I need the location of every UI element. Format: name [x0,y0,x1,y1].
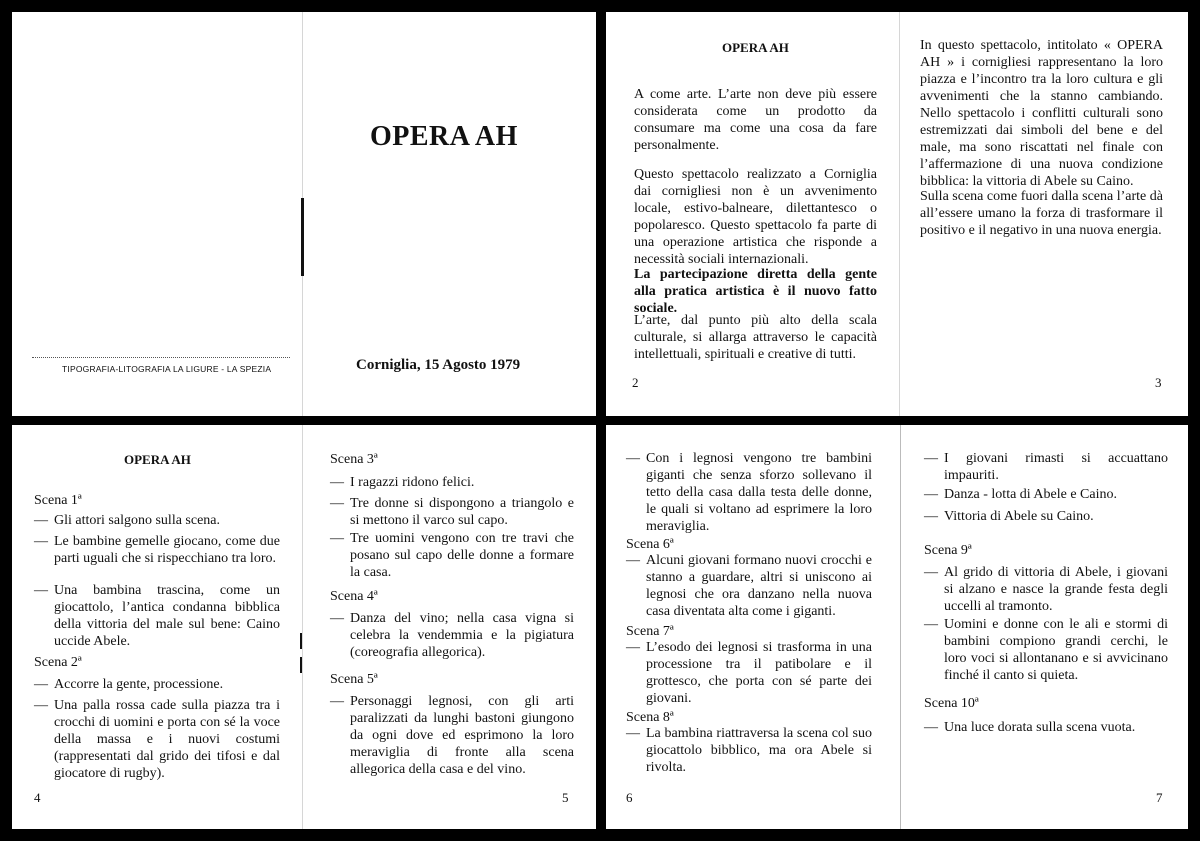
scene-item: — Gli attori salgono sulla scena. [34,513,221,528]
scene-item: — Danza - lotta di Abele e Caino. [924,487,1117,502]
dash: — [924,565,938,580]
scene-heading-6: Scena 6ª [626,537,674,552]
scene-item: — Tre donne si dispongono a triangolo e si mettono il varco sul capo. [330,496,574,528]
dash: — [330,531,344,546]
scene-item: — I ragazzi ridono felici. [330,475,475,490]
cover-title: OPERA AH [370,121,518,152]
page-number-5: 5 [562,790,569,805]
scene-item: — Alcuni giovani formano nuovi crocchi e stanno a guardare, altri si uniscono ai legnosi che ora danzano nella nuova casa diventata alta come i giganti. [626,553,872,619]
page-header: OPERA AH [124,452,191,467]
dash: — [34,698,48,713]
scene-item: — Danza del vino; nella casa vigna si celebra la vendemmia e la pigiatura (coreografia allegorica). [330,611,574,660]
fold-line [900,425,901,829]
fold-line [899,12,900,416]
scene-heading-2: Scena 2ª [34,655,82,670]
scene-item: — Personaggi legnosi, con gli arti paralizzati da lunghi bastoni giungono da ogni dove ed esprimono la loro meraviglia di fronte alla scena allegorica della casa e del vino. [330,694,574,777]
dash: — [924,509,938,524]
cover-date: Corniglia, 15 Agosto 1979 [356,357,521,373]
scene-heading-10: Scena 10ª [924,696,979,711]
dash: — [924,451,938,466]
booklet-sheet-pages-4-5 [12,425,596,829]
printer-imprint: TIPOGRAFIA-LITOGRAFIA LA LIGURE - LA SPEZIA [62,364,272,374]
paragraph-art: A come arte. L’arte non deve più essere considerata come un prodotto da consumare ma come una cosa da fare personalmente. [634,87,877,153]
page-number-2: 2 [632,375,639,390]
dash: — [924,487,938,502]
paragraph-culture: L’arte, dal punto più alto della scala culturale, si allarga attraverso le capacità intellettuali, spirituali e creative di tutti. [634,313,877,362]
fold-line [302,425,303,829]
page-number-7: 7 [1156,790,1163,805]
booklet-sheet-pages-6-7 [606,425,1188,829]
scene-item: — Una luce dorata sulla scena vuota. [924,720,1136,735]
scene-heading-5: Scena 5ª [330,672,378,687]
scene-item: — Uomini e donne con le ali e stormi di bambini compiono grandi cerchi, le loro voci si allontanano e si avvicinano finché il canto si quieta. [924,617,1168,683]
scene-heading-4: Scena 4ª [330,589,378,604]
dash: — [330,496,344,511]
scene-heading-8: Scena 8ª [626,710,674,725]
booklet-sheet-cover [12,12,596,416]
scene-item: — Al grido di vittoria di Abele, i giovani si alzano e nasce la grande festa degli uccelli al tramonto. [924,565,1168,614]
scene-heading-7: Scena 7ª [626,624,674,639]
printer-rule [32,357,290,358]
dash: — [34,513,48,528]
dash: — [626,726,640,741]
paragraph-participation: La partecipazione diretta della gente alla pratica artistica è il nuovo fatto sociale. [634,267,877,316]
paragraph-energy: Sulla scena come fuori dalla scena l’arte dà all’essere umano la forza di trasformare il positivo e il negativo in una nuova energia. [920,189,1163,238]
booklet-sheet-pages-2-3 [606,12,1188,416]
scene-item: — Tre uomini vengono con tre travi che posano sul capo delle donne a formare la casa. [330,531,574,580]
scene-item: — Le bambine gemelle giocano, come due parti uguali che si rispecchiano tra loro. [34,534,280,566]
paragraph-corniglia: Questo spettacolo realizzato a Corniglia dai cornigliesi non è un avvenimento locale, estivo-balneare, dilettantesco o popolaresco. Questo spettacolo fa parte di una operazione artistica che risponde a necessità sociali internazionali. [634,167,877,267]
scene-item: — Vittoria di Abele su Caino. [924,509,1094,524]
page-header: OPERA AH [722,40,789,55]
scene-item: — Una bambina trascina, come un giocattolo, l’antica condanna bibblica della vittoria del male sul bene: Caino uccide Abele. [34,583,280,649]
page-number-6: 6 [626,790,633,805]
scene-item: — Accorre la gente, processione. [34,677,224,692]
dash: — [34,583,48,598]
page-number-4: 4 [34,790,41,805]
scene-heading-1: Scena 1ª [34,493,82,508]
dash: — [924,720,938,735]
dash: — [330,694,344,709]
scene-item: — Con i legnosi vengono tre bambini giganti che senza sforzo sollevano il tetto della casa dalla testa delle donne, le quali si voltano ad esprimere la loro meraviglia. [626,451,872,534]
dash: — [626,640,640,655]
staple-mark [300,633,302,649]
dash: — [924,617,938,632]
scene-item: — L’esodo dei legnosi si trasforma in una processione tra il patibolare e il grottesco, che porta con sé parte dei giovani. [626,640,872,706]
page-number-3: 3 [1155,375,1162,390]
dash: — [34,534,48,549]
scene-item: — La bambina riattraversa la scena col suo giocattolo bibblico, ma ora Abele si rivolta. [626,726,872,775]
staple-mark [300,657,302,673]
scene-item: — Una palla rossa cade sulla piazza tra i crocchi di uomini e porta con sé la voce della massa e i nuovi costumi (rappresentati dal grido dei tifosi e dal giocatore di rugby). [34,698,280,781]
dash: — [330,475,344,490]
paragraph-spectacle: In questo spettacolo, intitolato « OPERA AH » i cornigliesi rappresentano la loro piazza e l’incontro tra la loro cultura e gli avvenimenti che la stanno cambiando. Nello spettacolo i conflitti culturali sono estremizzati dai simboli del bene e del male, ma sono riscattati nel finale con l’affermazione di una nuova condizione bibblica: la vittoria di Abele su Caino. [920,38,1163,189]
dash: — [34,677,48,692]
dash: — [330,611,344,626]
scene-item: — I giovani rimasti si accuattano impauriti. [924,451,1168,483]
binding-mark [301,198,304,276]
dash: — [626,451,640,466]
dash: — [626,553,640,568]
scene-heading-9: Scena 9ª [924,543,972,558]
scene-heading-3: Scena 3ª [330,452,378,467]
